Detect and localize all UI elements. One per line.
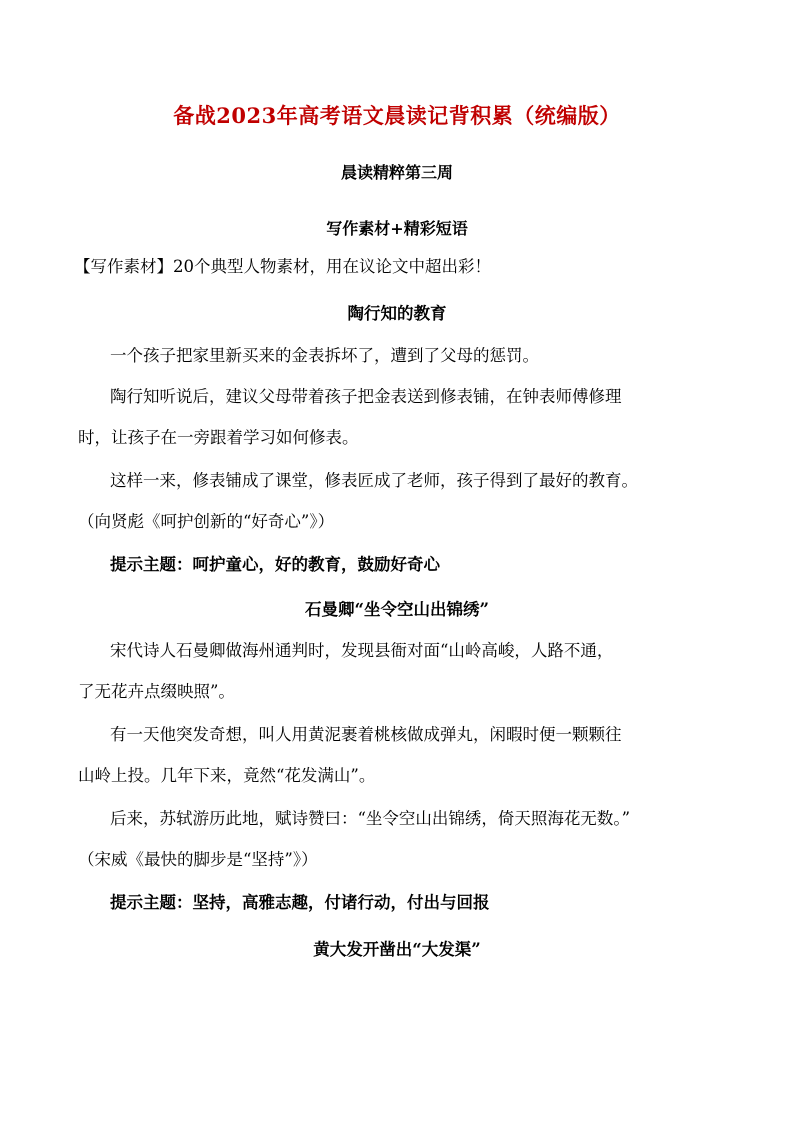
story-shi-paragraph-1a: 宋代诗人石曼卿做海州通判时，发现县衙对面“山岭高峻，人路不通， xyxy=(110,641,614,660)
story-shi-paragraph-2b: 山岭上投。几年下来，竟然“花发满山”。 xyxy=(78,766,376,785)
story-tao-paragraph-1: 一个孩子把家里新买来的金表拆坏了，遭到了父母的惩罚。 xyxy=(110,346,539,365)
story-tao-theme: 提示主题：呵护童心，好的教育，鼓励好奇心 xyxy=(110,555,440,574)
week-heading: 晨读精粹第三周 xyxy=(340,163,453,182)
story-tao-source: （向贤彪《呵护创新的“好奇心”》） xyxy=(78,512,335,531)
story-shi-theme: 提示主题：坚持，高雅志趣，付诸行动，付出与回报 xyxy=(110,893,490,912)
story-shi-paragraph-1b: 了无花卉点缀映照”。 xyxy=(78,682,235,701)
story-shi-paragraph-2a: 有一天他突发奇想，叫人用黄泥裹着桃核做成弹丸，闲暇时便一颗颗往 xyxy=(110,725,622,744)
section-heading: 写作素材+精彩短语 xyxy=(326,219,468,238)
story-tao-paragraph-2a: 陶行知听说后，建议父母带着孩子把金表送到修表铺，在钟表师傅修理 xyxy=(110,387,622,406)
story-shi-source: （宋威《最快的脚步是“坚持”》） xyxy=(78,850,318,869)
story-heading-huang: 黄大发开凿出“大发渠” xyxy=(313,940,481,959)
story-tao-paragraph-2b: 时，让孩子在一旁跟着学习如何修表。 xyxy=(78,428,359,447)
story-tao-paragraph-3: 这样一来，修表铺成了课堂，修表匠成了老师，孩子得到了最好的教育。 xyxy=(110,471,638,490)
story-heading-tao: 陶行知的教育 xyxy=(347,304,447,323)
document-title: 备战2023年高考语文晨读记背积累（统编版） xyxy=(173,103,621,128)
intro-paragraph: 【写作素材】20个典型人物素材，用在议论文中超出彩！ xyxy=(74,257,491,276)
story-shi-paragraph-3: 后来，苏轼游历此地，赋诗赞曰：“坐令空山出锦绣，倚天照海花无数。” xyxy=(110,809,631,828)
story-heading-shi: 石曼卿“坐令空山出锦绣” xyxy=(305,600,489,619)
